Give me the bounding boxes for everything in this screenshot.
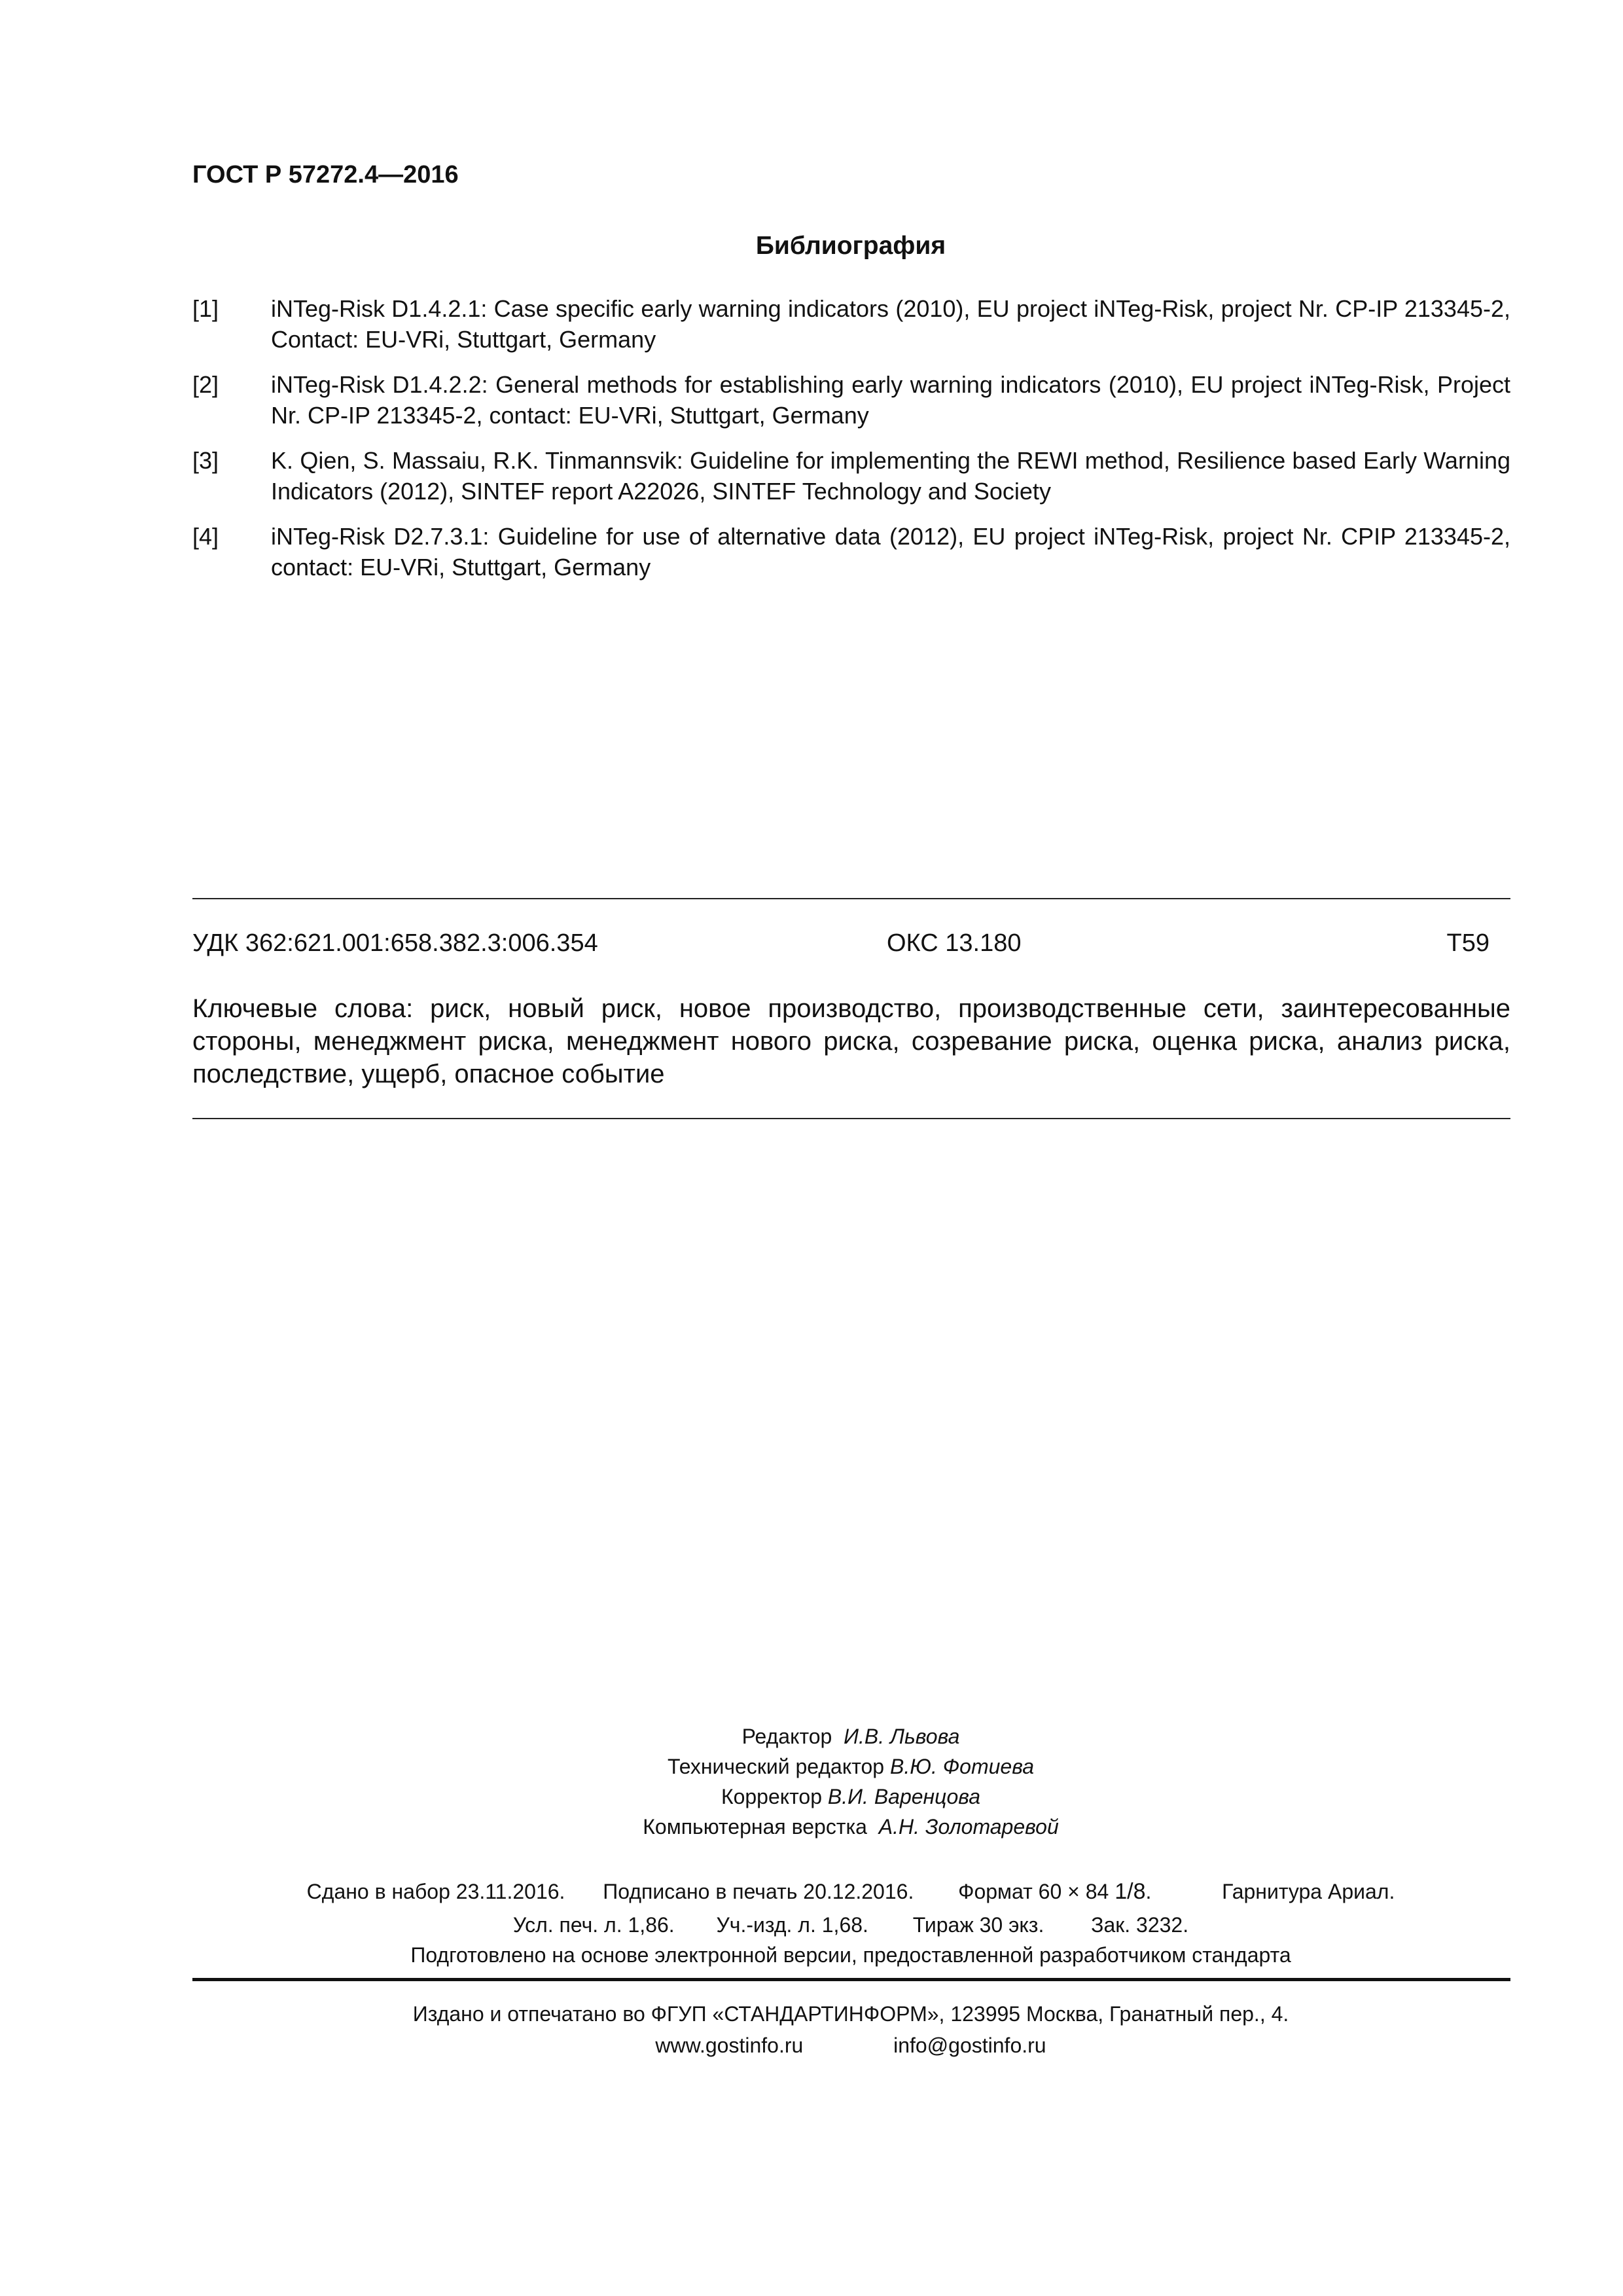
publisher-contacts: [0, 2030, 1623, 2060]
category-code: Т59: [1446, 929, 1489, 957]
publisher-line: Издано и отпечатано во ФГУП «СТАНДАРТИНФОРМ», 123995 Москва, Гранатный пер., 4.: [412, 2002, 1289, 2026]
submitted-date: Сдано в набор 23.11.2016.: [306, 1880, 565, 1903]
publishing-sheets: Уч.-изд. л. 1,68.: [716, 1913, 868, 1937]
bibliography-item: [192, 445, 1510, 507]
bibliography-item-number: [2]: [192, 371, 219, 398]
divider-top: [192, 898, 1510, 899]
prepared-note: Подготовлено на основе электронной версии, предоставленной разработчиком стандарта: [410, 1943, 1291, 1967]
bibliography-item-text: iNTeg-Risk D1.4.2.1: Case specific early warning indicators (2010), EU project iNTeg-Risk, project Nr. CP-IP 213345-2, Contact: EU-VRi, Stuttgart, Germany: [271, 295, 1510, 353]
format-size: Формат 60 × 84: [958, 1880, 1109, 1903]
editor-name: И.В. Львова: [844, 1725, 960, 1748]
divider-keywords: [192, 1118, 1510, 1119]
tech-editor-label: Технический редактор: [667, 1755, 885, 1778]
staff-credits: [0, 1721, 1623, 1842]
tech-editor-line: [0, 1751, 1623, 1782]
printed-sheets: Усл. печ. л. 1,86.: [512, 1913, 675, 1937]
bibliography-item-text: iNTeg-Risk D2.7.3.1: Guideline for use of alternative data (2012), EU project iNTeg-Risk, project Nr. CPIP 213345-2, contact: EU-VRi, Stuttgart, Germany: [271, 523, 1510, 581]
bibliography-item-text: iNTeg-Risk D1.4.2.2: General methods for establishing early warning indicators (2010), EU project iNTeg-Risk, Project Nr. CP-IP 213345-2, contact: EU-VRi, Stuttgart, Germany: [271, 371, 1510, 429]
divider-thick: [192, 1978, 1510, 1981]
standard-id: ГОСТ Р 57272.4—2016: [192, 161, 459, 188]
bibliography-item: [192, 521, 1510, 583]
print-info-line-1: Сдано в набор 23.11.2016. Подписано в печать 20.12.2016. Формат 60 × 84 1/8. Гарнитура Ариал.: [306, 1879, 1395, 1904]
print-run: Тираж 30 экз.: [912, 1913, 1044, 1937]
editor-label: Редактор: [741, 1725, 832, 1748]
corrector-label: Корректор: [721, 1785, 823, 1808]
print-info: [0, 1873, 1623, 1970]
corrector-line: [0, 1782, 1623, 1812]
oks-code: ОКС 13.180: [887, 929, 1022, 957]
bibliography-item-number: [3]: [192, 447, 219, 474]
bibliography-title: Библиография: [755, 232, 946, 260]
bibliography-item: [192, 369, 1510, 431]
publisher-website[interactable]: www.gostinfo.ru: [655, 2034, 804, 2057]
editor-line: [0, 1721, 1623, 1751]
layout-name: А.Н. Золотаревой: [878, 1815, 1059, 1839]
bibliography-item-text: K. Qien, S. Massaiu, R.K. Tinmannsvik: Guideline for implementing the REWI method, Resilience based Early Warning Indicators (2012), SINTEF report A22026, SINTEF Technology and Society: [271, 447, 1510, 505]
keywords: Ключевые слова: риск, новый риск, новое производство, производственные сети, заинтересованные стороны, менеджмент риска, менеджмент нового риска, созревание риска, оценка риска, анализ риска, последствие, ущерб, опасное событие: [192, 994, 1510, 1088]
bibliography-list: [192, 293, 1510, 597]
bibliography-item: [192, 293, 1510, 355]
layout-line: [0, 1812, 1623, 1842]
format-fraction: 1/8: [1115, 1879, 1146, 1904]
corrector-name: В.И. Варенцова: [827, 1785, 981, 1808]
publisher-email[interactable]: info@gostinfo.ru: [893, 2034, 1046, 2057]
signed-date: Подписано в печать 20.12.2016.: [603, 1880, 914, 1903]
layout-label: Компьютерная верстка: [643, 1815, 867, 1839]
tech-editor-name: В.Ю. Фотиева: [889, 1755, 1034, 1778]
bibliography-item-number: [4]: [192, 523, 219, 550]
bibliography-item-number: [1]: [192, 295, 219, 322]
print-info-line-2: [0, 1910, 1623, 1940]
typeface: Гарнитура Ариал.: [1222, 1880, 1395, 1903]
publisher-info: [0, 1998, 1623, 2060]
order-number: Зак. 3232.: [1091, 1913, 1189, 1937]
udk-code: УДК 362:621.001:658.382.3:006.354: [192, 929, 598, 957]
